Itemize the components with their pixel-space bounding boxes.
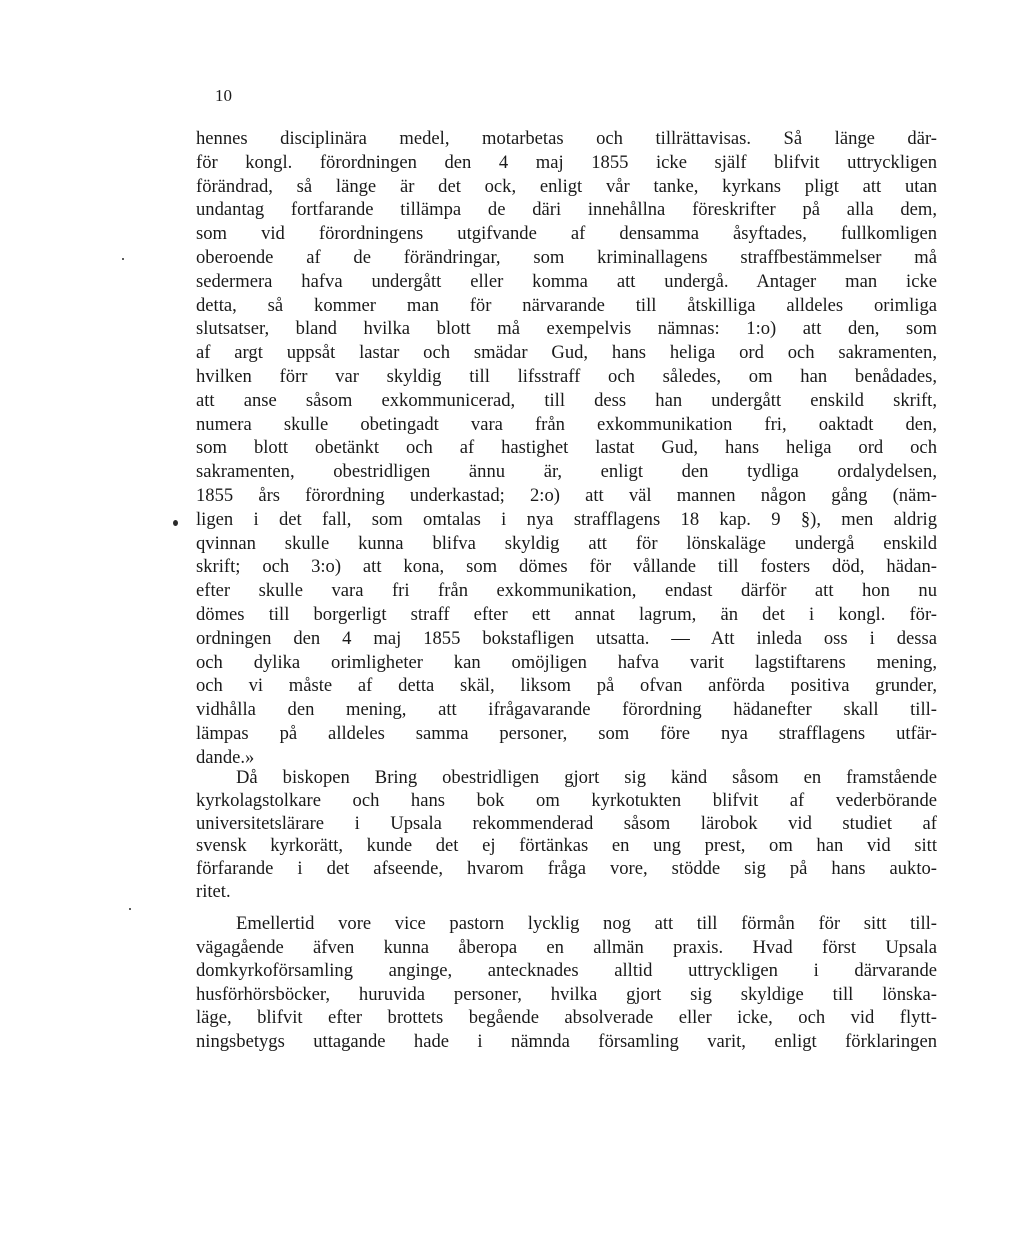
text-line: slutsatser, bland hvilka blott må exempelvis nämnas: 1:o) att den, som bbox=[196, 318, 937, 340]
text-line: husförhörsböcker, huruvida personer, hvilka gjort sig skyldige till lönska- bbox=[196, 983, 937, 1005]
text-line: detta, så kommer man för närvarande till åtskilliga alldeles orimliga bbox=[196, 294, 937, 316]
text-line: skrift; och 3:o) att kona, som dömes för vållande till fosters död, hädan- bbox=[196, 556, 937, 578]
text-line: som blott obetänkt och af hastighet lastat Gud, hans heliga ord och bbox=[196, 437, 937, 459]
text-line: af argt uppsåt lastar och smädar Gud, hans heliga ord och sakramenten, bbox=[196, 342, 937, 364]
text-line: dömes till borgerligt straff efter ett annat lagrum, än det i kongl. för- bbox=[196, 603, 937, 625]
text-line: vägagående äfven kunna åberopa en allmän praxis. Hvad först Upsala bbox=[196, 936, 937, 958]
text-line: hennes disciplinära medel, motarbetas och tillrättavisas. Så länge där- bbox=[196, 128, 937, 149]
text-line: kyrkolagstolkare och hans bok om kyrkotukten blifvit af vederbörande bbox=[196, 789, 937, 811]
text-line: ordningen den 4 maj 1855 bokstafligen utsatta. — Att inleda oss i dessa bbox=[196, 627, 937, 649]
text-line: förändrad, så länge är det ock, enligt vår tanke, kyrkans pligt att utan bbox=[196, 175, 937, 197]
text-line: och vi måste af detta skäl, liksom på ofvan anförda positiva grunder, bbox=[196, 675, 937, 697]
text-line: ningsbetygs uttagande hade i nämnda församling varit, enligt förklaringen bbox=[196, 1030, 937, 1052]
text-line: som vid förordningens utgifvande af densamma åsyftades, fullkomligen bbox=[196, 223, 937, 245]
scan-speck bbox=[173, 520, 178, 526]
paragraph-bishop-bring bbox=[196, 767, 937, 904]
text-line: numera skulle obetingadt vara från exkommunikation fri, oaktadt den, bbox=[196, 413, 937, 435]
text-line: förfarande i det afseende, hvarom fråga vore, stödde sig på hans aukto- bbox=[196, 858, 937, 880]
text-line: svensk kyrkorätt, kunde det ej förtänkas en ung prest, om han vid sitt bbox=[196, 835, 937, 857]
paragraph-quote-continuation bbox=[196, 127, 937, 770]
text-line: sedermera hafva undergått eller komma att undergå. Antager man icke bbox=[196, 270, 937, 292]
text-line: efter skulle vara fri från exkommunikation, endast därför att hon nu bbox=[196, 580, 937, 602]
text-line: Då biskopen Bring obestridligen gjort sig känd såsom en framstående bbox=[236, 767, 937, 788]
paragraph-upsala-praxis bbox=[196, 912, 937, 1054]
scan-speck bbox=[129, 908, 131, 910]
page-number: 10 bbox=[215, 86, 232, 105]
text-line: ligen i det fall, som omtalas i nya strafflagens 18 kap. 9 §), men aldrig bbox=[196, 508, 937, 530]
text-line: och dylika orimligheter kan omöjligen hafva varit lagstiftarens mening, bbox=[196, 651, 937, 673]
text-line: undantag fortfarande tillämpa de däri innehållna föreskrifter på alla dem, bbox=[196, 199, 937, 221]
scan-speck bbox=[122, 258, 124, 260]
text-line: oberoende af de förändringar, som kriminallagens straffbestämmelser må bbox=[196, 246, 937, 268]
text-line: att anse såsom exkommunicerad, till dess han undergått enskild skrift, bbox=[196, 389, 937, 411]
text-line: lämpas på alldeles samma personer, som före nya strafflagens utfär- bbox=[196, 722, 937, 744]
text-line: ritet. bbox=[196, 880, 231, 902]
text-line: hvilken förr var skyldig till lifsstraff och således, om han benådades, bbox=[196, 365, 937, 387]
text-line: domkyrkoförsamling anginge, antecknades alltid uttryckligen i därvarande bbox=[196, 960, 937, 982]
text-line: läge, blifvit efter brottets begående absolverade eller icke, och vid flytt- bbox=[196, 1007, 937, 1029]
text-line: dande.» bbox=[196, 746, 255, 768]
text-line: qvinnan skulle kunna blifva skyldig att för lönskaläge undergå enskild bbox=[196, 532, 937, 554]
text-line: vidhålla den mening, att ifrågavarande förordning hädanefter skall till- bbox=[196, 699, 937, 721]
text-line: sakramenten, obestridligen ännu är, enligt den tydliga ordalydelsen, bbox=[196, 461, 937, 483]
text-line: för kongl. förordningen den 4 maj 1855 icke själf blifvit uttryckligen bbox=[196, 151, 937, 173]
text-line: 1855 års förordning underkastad; 2:o) att väl mannen någon gång (näm- bbox=[196, 484, 937, 506]
text-line: universitetslärare i Upsala rekommenderad såsom lärobok vid studiet af bbox=[196, 812, 937, 834]
text-line: Emellertid vore vice pastorn lycklig nog att till förmån för sitt till- bbox=[236, 913, 937, 934]
